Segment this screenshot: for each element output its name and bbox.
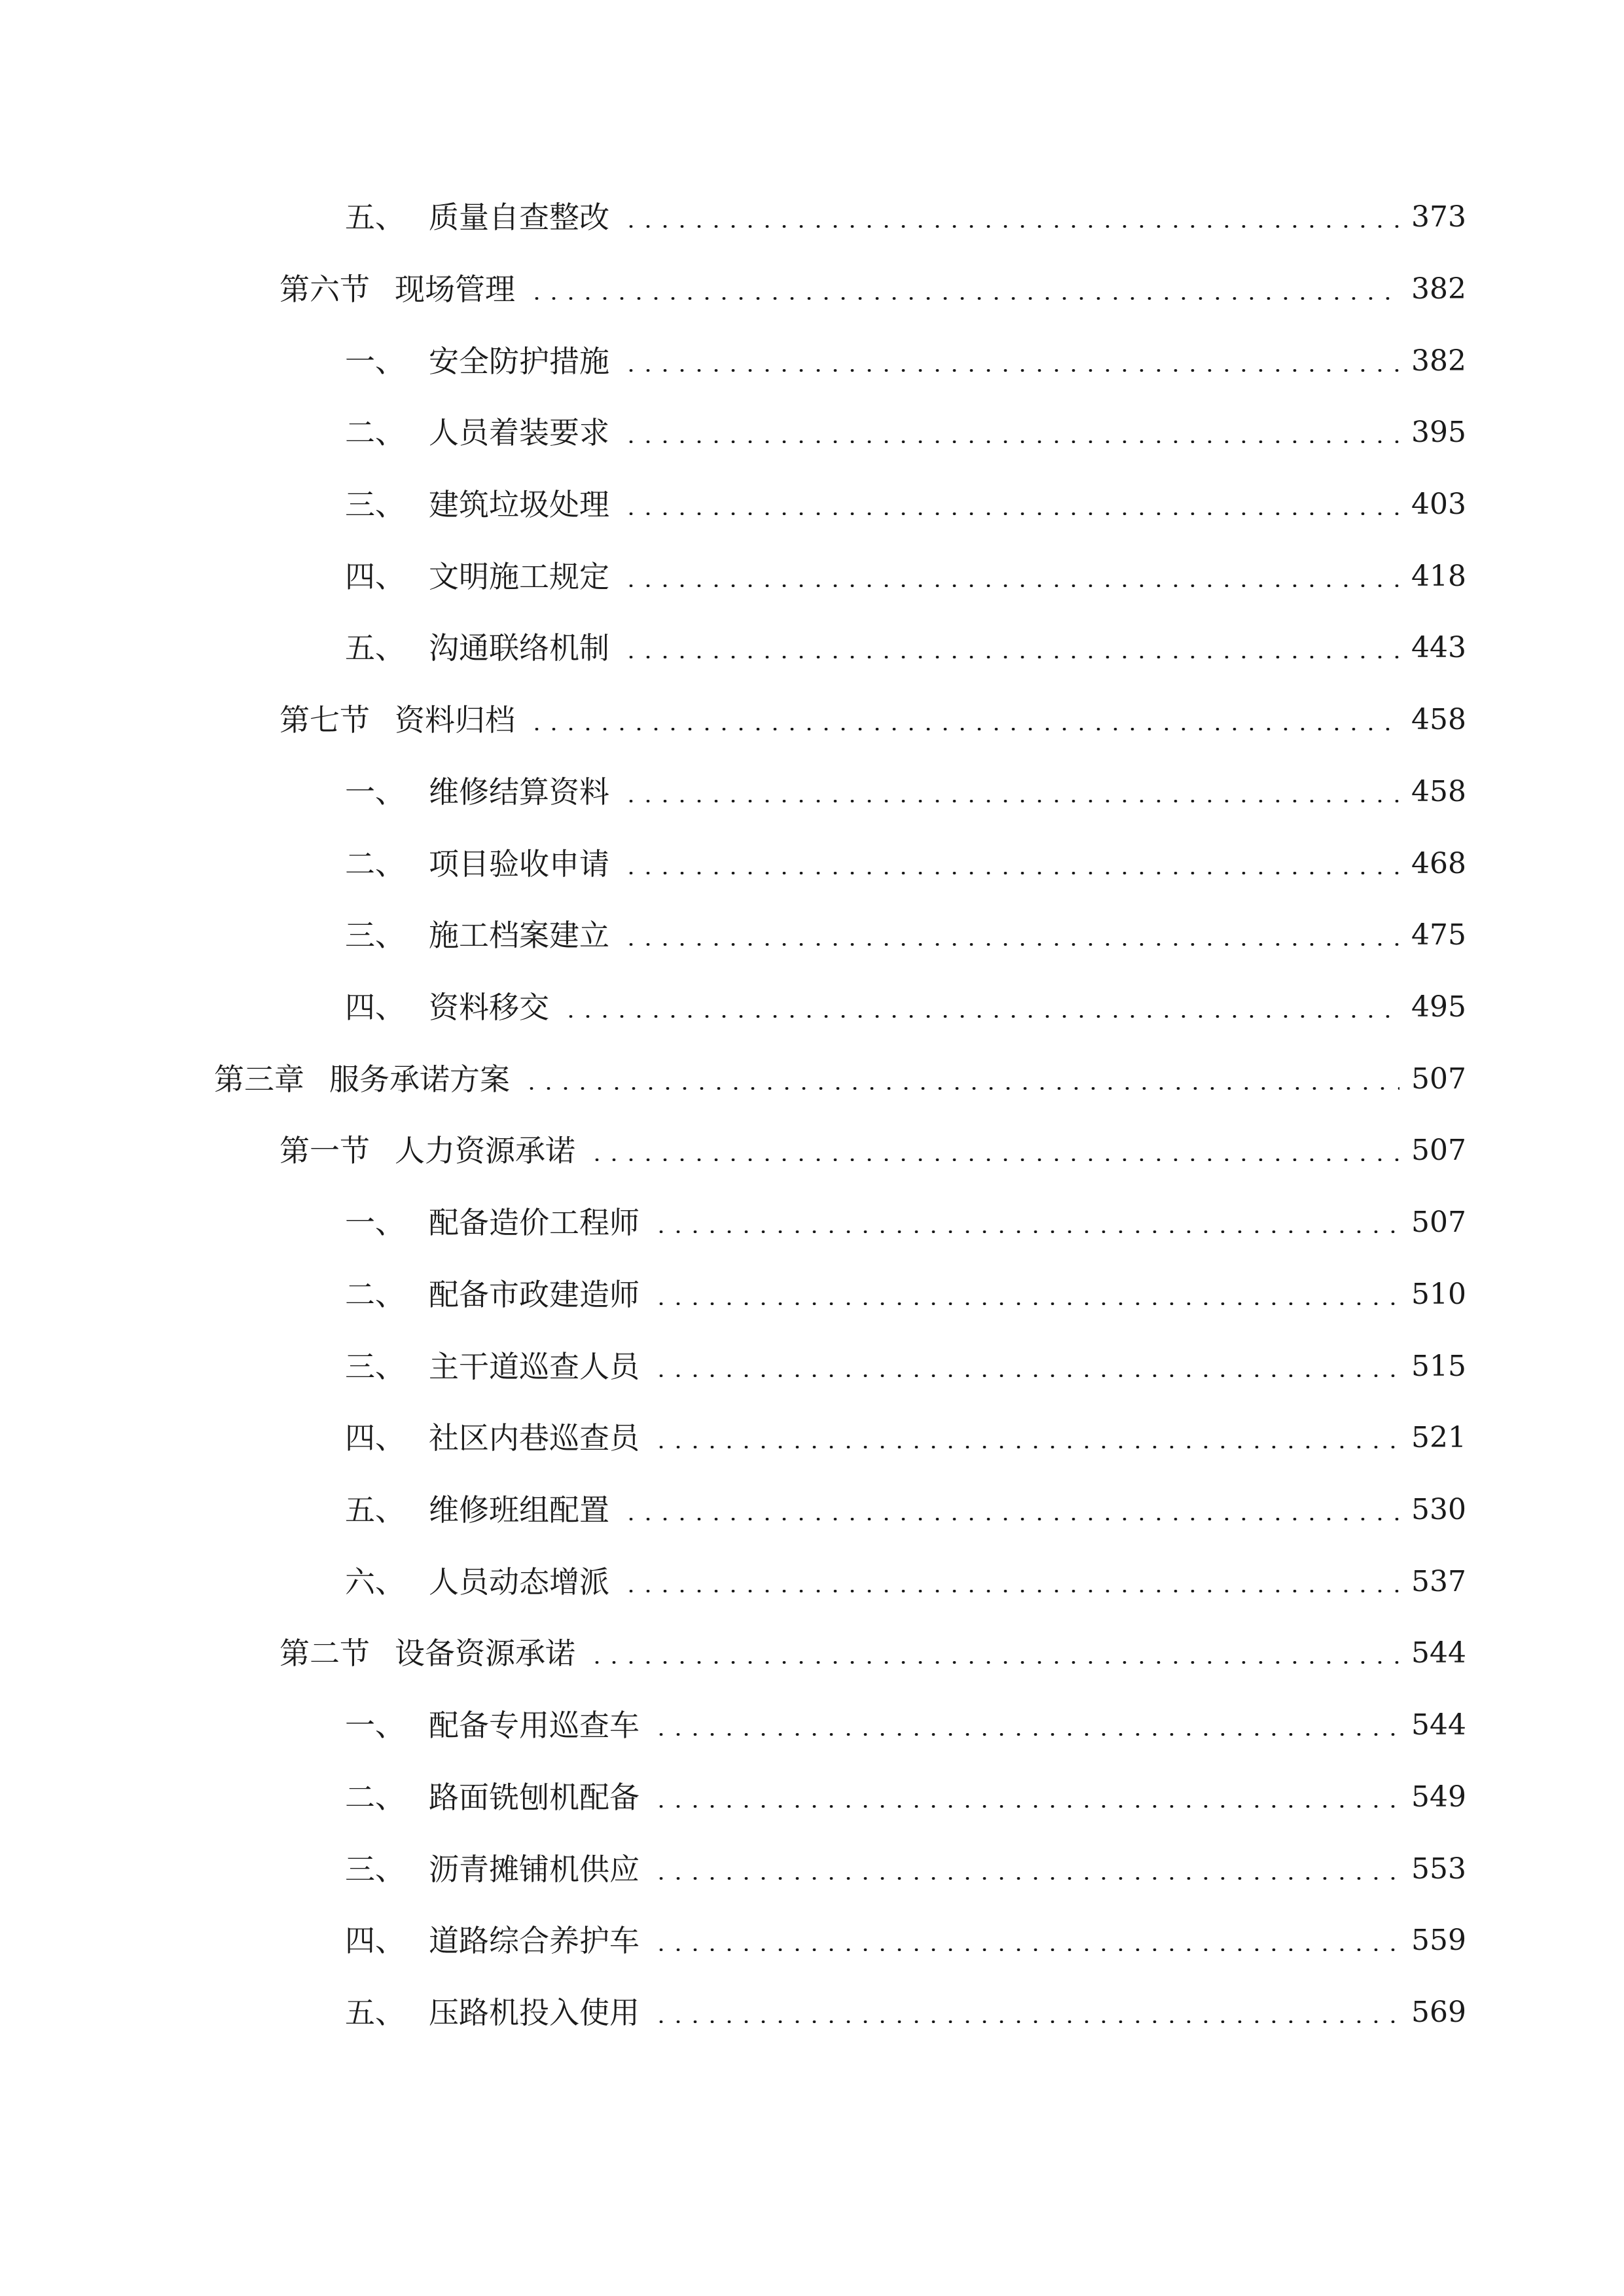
dot-leader: [623, 872, 1399, 874]
dot-leader: [623, 1590, 1399, 1592]
toc-entry-page: 537: [1411, 1565, 1466, 1598]
toc-entry[interactable]: [0, 181, 1624, 253]
toc-entry-number: 第二节: [280, 1636, 370, 1671]
toc-entry-number: 三、: [345, 1852, 405, 1887]
dot-leader: [623, 584, 1399, 587]
toc-entry-number: 四、: [345, 1420, 405, 1456]
dot-leader: [653, 1733, 1399, 1736]
toc-entry-number: 二、: [345, 846, 405, 882]
toc-entry[interactable]: [0, 1689, 1624, 1761]
toc-entry-number: 三、: [345, 1349, 405, 1384]
dot-leader: [528, 297, 1399, 300]
toc-entry-number: 第六节: [280, 272, 370, 307]
toc-entry-page: 468: [1411, 847, 1466, 880]
toc-entry-page: 458: [1411, 775, 1466, 808]
toc-entry-page: 507: [1411, 1062, 1466, 1096]
toc-entry-page: 553: [1411, 1852, 1466, 1886]
toc-entry-title: 配备市政建造师: [429, 1277, 640, 1312]
toc-entry[interactable]: [0, 253, 1624, 325]
toc-entry-title: 道路综合养护车: [429, 1923, 640, 1958]
toc-entry-title: 主干道巡查人员: [429, 1349, 640, 1384]
toc-entry[interactable]: [0, 899, 1624, 971]
toc-entry-page: 373: [1411, 200, 1466, 234]
toc-entry-title: 项目验收申请: [429, 846, 609, 882]
toc-entry-number: 第一节: [280, 1133, 370, 1168]
toc-entry-title: 施工档案建立: [429, 918, 609, 953]
toc-entry[interactable]: [0, 612, 1624, 684]
toc-entry[interactable]: [0, 1617, 1624, 1689]
toc-entry-title: 维修班组配置: [429, 1492, 609, 1528]
dot-leader: [588, 1158, 1399, 1161]
dot-leader: [623, 1518, 1399, 1520]
dot-leader: [653, 1805, 1399, 1808]
toc-entry[interactable]: [0, 684, 1624, 756]
toc-entry-title: 建筑垃圾处理: [429, 487, 609, 522]
toc-entry-number: 三、: [345, 918, 405, 953]
toc-entry[interactable]: [0, 1331, 1624, 1403]
toc-entry-page: 382: [1411, 272, 1466, 306]
toc-entry-title: 人员动态增派: [429, 1564, 609, 1600]
toc-entry-title: 沥青摊铺机供应: [429, 1852, 640, 1887]
toc-entry-title: 配备专用巡查车: [429, 1708, 640, 1743]
toc-entry-page: 507: [1411, 1134, 1466, 1167]
toc-entry-page: 544: [1411, 1636, 1466, 1670]
toc-entry[interactable]: [0, 1402, 1624, 1474]
dot-leader: [653, 1374, 1399, 1377]
toc-entry-title: 路面铣刨机配备: [429, 1780, 640, 1815]
toc-entry[interactable]: [0, 971, 1624, 1043]
toc-entry-page: 458: [1411, 703, 1466, 736]
toc-entry-number: 一、: [345, 1708, 405, 1743]
toc-entry-page: 403: [1411, 488, 1466, 521]
toc-entry[interactable]: [0, 1187, 1624, 1259]
toc-entry-title: 文明施工规定: [429, 559, 609, 594]
toc-entry-page: 559: [1411, 1924, 1466, 1957]
toc-entry-title: 压路机投入使用: [429, 1995, 640, 2030]
toc-entry-number: 四、: [345, 1923, 405, 1958]
toc-entry-number: 一、: [345, 344, 405, 379]
toc-entry-number: 一、: [345, 774, 405, 810]
dot-leader: [653, 1446, 1399, 1448]
toc-entry-number: 四、: [345, 990, 405, 1025]
toc-entry-page: 530: [1411, 1493, 1466, 1526]
toc-entry-number: 五、: [345, 630, 405, 666]
toc-entry-number: 第七节: [280, 702, 370, 738]
toc-entry[interactable]: [0, 1977, 1624, 2049]
toc-entry[interactable]: [0, 1546, 1624, 1618]
toc-entry-title: 社区内巷巡查员: [429, 1420, 640, 1456]
toc-entry-title: 沟通联络机制: [429, 630, 609, 666]
toc-entry[interactable]: [0, 1761, 1624, 1833]
toc-entry[interactable]: [0, 397, 1624, 469]
dot-leader: [623, 943, 1399, 946]
dot-leader: [562, 1015, 1399, 1018]
toc-entry-title: 现场管理: [395, 272, 515, 307]
toc-entry-page: 418: [1411, 560, 1466, 593]
toc-entry[interactable]: [0, 541, 1624, 613]
toc-entry-number: 第三章: [214, 1062, 304, 1097]
toc-entry[interactable]: [0, 1259, 1624, 1331]
toc-entry-title: 资料归档: [395, 702, 515, 738]
toc-entry[interactable]: [0, 325, 1624, 397]
toc-entry-title: 服务承诺方案: [329, 1062, 510, 1097]
toc-entry-title: 配备造价工程师: [429, 1205, 640, 1240]
toc-entry-title: 设备资源承诺: [395, 1636, 575, 1671]
toc-entry-page: 510: [1411, 1278, 1466, 1311]
dot-leader: [653, 1230, 1399, 1233]
toc-entry-page: 395: [1411, 416, 1466, 449]
toc-entry[interactable]: [0, 1043, 1624, 1115]
toc-entry[interactable]: [0, 1905, 1624, 1977]
dot-leader: [623, 512, 1399, 515]
toc-entry-title: 人力资源承诺: [395, 1133, 575, 1168]
dot-leader: [623, 440, 1399, 443]
toc-entry-number: 二、: [345, 415, 405, 450]
toc-entry[interactable]: [0, 1833, 1624, 1905]
toc-entry-number: 六、: [345, 1564, 405, 1600]
dot-leader: [588, 1661, 1399, 1664]
dot-leader: [623, 800, 1399, 802]
toc-entry-number: 二、: [345, 1780, 405, 1815]
toc-entry-number: 四、: [345, 559, 405, 594]
toc-entry-page: 495: [1411, 990, 1466, 1024]
dot-leader: [623, 225, 1399, 228]
dot-leader: [623, 369, 1399, 372]
toc-entry[interactable]: [0, 1115, 1624, 1187]
toc-entry-title: 人员着装要求: [429, 415, 609, 450]
toc-entry-number: 三、: [345, 487, 405, 522]
toc-entry-number: 五、: [345, 200, 405, 235]
toc-entry[interactable]: [0, 469, 1624, 541]
toc-entry-page: 544: [1411, 1708, 1466, 1742]
dot-leader: [653, 1877, 1399, 1880]
toc-entry-page: 382: [1411, 344, 1466, 378]
toc-entry-number: 二、: [345, 1277, 405, 1312]
toc-entry[interactable]: [0, 1474, 1624, 1546]
toc-entry[interactable]: [0, 828, 1624, 900]
toc-entry-title: 质量自查整改: [429, 200, 609, 235]
toc-entry-page: 521: [1411, 1421, 1466, 1454]
toc-entry-page: 515: [1411, 1350, 1466, 1383]
toc-entry-title: 资料移交: [429, 990, 549, 1025]
toc-entry-page: 443: [1411, 631, 1466, 664]
dot-leader: [623, 656, 1399, 658]
toc-entry[interactable]: [0, 756, 1624, 828]
toc-entry-page: 507: [1411, 1206, 1466, 1239]
dot-leader: [653, 1302, 1399, 1305]
dot-leader: [523, 1087, 1399, 1090]
toc-entry-title: 安全防护措施: [429, 344, 609, 379]
toc-entry-title: 维修结算资料: [429, 774, 609, 810]
toc-entry-page: 475: [1411, 918, 1466, 952]
dot-leader: [653, 2020, 1399, 2023]
toc-entry-number: 五、: [345, 1492, 405, 1528]
toc-entry-number: 一、: [345, 1205, 405, 1240]
toc-entry-page: 569: [1411, 1996, 1466, 2029]
toc-entry-number: 五、: [345, 1995, 405, 2030]
dot-leader: [528, 728, 1399, 730]
dot-leader: [653, 1948, 1399, 1951]
toc-entry-page: 549: [1411, 1780, 1466, 1814]
